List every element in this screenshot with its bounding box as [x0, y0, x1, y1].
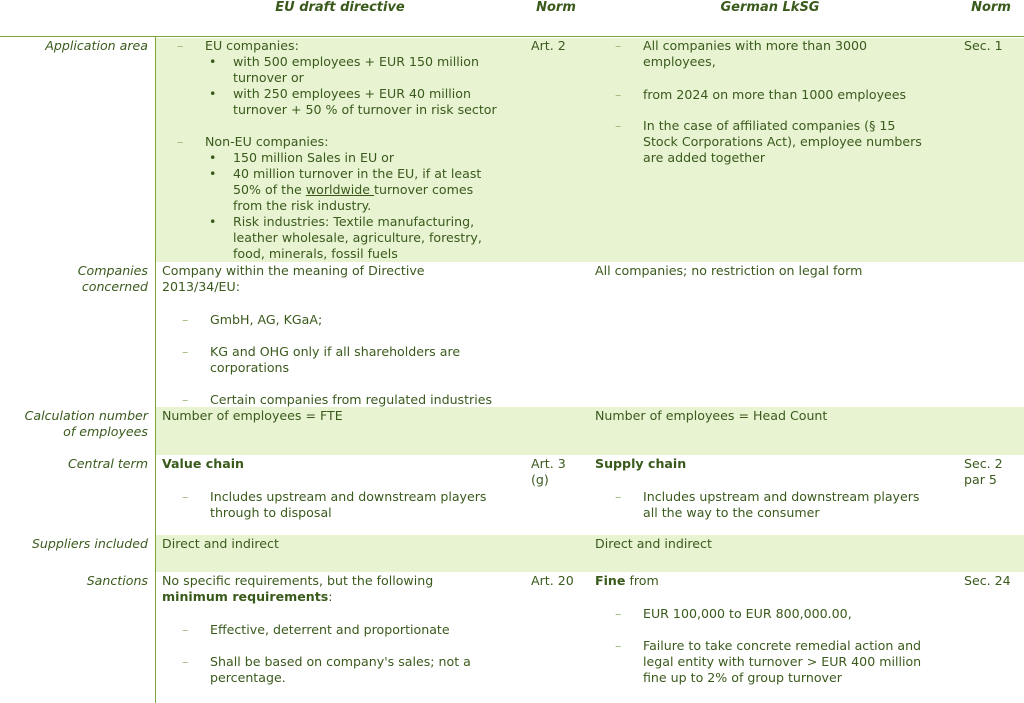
dash-item: – Effective, deterrent and proportionate	[210, 622, 450, 638]
bullet-item: • 150 million Sales in EU or	[233, 150, 394, 166]
row-companies-concerned	[0, 262, 1024, 407]
dash-continuation: employees,	[643, 54, 716, 69]
row-label: Calculation number of employees	[24, 408, 148, 439]
de-cell	[595, 573, 945, 701]
dash-item: – In the case of affiliated companies (§ 15	[643, 118, 895, 134]
bullet-item: • 40 million turnover in the EU, if at least	[233, 166, 481, 182]
de-cell: Direct and indirect	[595, 536, 712, 551]
bullet-item: • Risk industries: Textile manufacturing,	[233, 214, 474, 230]
row-suppliers	[0, 535, 1024, 572]
bullet-continuation: food, minerals, fossil fuels	[233, 246, 398, 261]
dash-continuation: fine up to 2% of group turnover	[643, 670, 842, 685]
bullet-continuation: 50% of the worldwide turnover comes	[233, 182, 474, 197]
eu-cell	[162, 263, 524, 407]
dash-continuation: are added together	[643, 150, 766, 165]
dash-item: – Non-EU companies:	[205, 134, 328, 150]
cell-title: Supply chain	[595, 456, 687, 471]
eu-cell: Number of employees = FTE	[162, 408, 343, 423]
cell-text: Fine from	[595, 573, 659, 588]
eu-norm: Art. 20	[531, 573, 574, 588]
eu-cell: Direct and indirect	[162, 536, 279, 551]
de-cell: Number of employees = Head Count	[595, 408, 828, 423]
de-norm: Sec. 1	[964, 38, 1003, 53]
row-calculation	[0, 407, 1024, 455]
dash-item: – KG and OHG only if all shareholders are	[210, 344, 460, 360]
underlined-word: worldwide	[305, 182, 375, 197]
bullet-continuation: leather wholesale, agriculture, forestry,	[233, 230, 482, 245]
eu-norm: Art. 3 (g)	[531, 456, 566, 487]
bullet-item: • with 250 employees + EUR 40 million	[233, 86, 471, 102]
dash-continuation: through to disposal	[210, 505, 332, 520]
cell-title: Value chain	[162, 456, 244, 471]
bullet-continuation: turnover + 50 % of turnover in risk sector	[233, 102, 497, 117]
dash-item: – GmbH, AG, KGaA;	[210, 312, 322, 328]
de-cell	[595, 456, 945, 534]
dash-item: – Includes upstream and downstream players	[643, 489, 919, 505]
dash-item: – Shall be based on company's sales; not a	[210, 654, 471, 670]
de-cell	[595, 38, 945, 262]
cell-text: No specific requirements, but the following	[162, 573, 434, 588]
row-label: Central term	[68, 456, 148, 471]
header-de: German LkSG	[720, 0, 820, 15]
de-cell: All companies; no restriction on legal form	[595, 263, 863, 278]
eu-cell	[162, 456, 524, 534]
dash-continuation: all the way to the consumer	[643, 505, 820, 520]
dash-item: – EU companies:	[205, 38, 299, 54]
row-central-term	[0, 455, 1024, 535]
row-label: Companies concerned	[77, 263, 148, 294]
dash-continuation: legal entity with turnover > EUR 400 million	[643, 654, 922, 669]
header-eu: EU draft directive	[275, 0, 405, 15]
bullet-continuation: from the risk industry.	[233, 198, 372, 213]
row-application-area	[0, 38, 1024, 262]
dash-item: – from 2024 on more than 1000 employees	[643, 87, 906, 103]
eu-norm: Art. 2	[531, 38, 566, 53]
cell-text: minimum requirements:	[162, 589, 333, 604]
dash-item: – Failure to take concrete remedial action and	[643, 638, 921, 654]
dash-item: – Certain companies from regulated industries	[210, 392, 492, 408]
eu-cell	[162, 38, 524, 262]
dash-continuation: corporations	[210, 360, 290, 375]
header-norm-de: Norm	[971, 0, 1011, 15]
dash-continuation: Stock Corporations Act), employee numbers	[643, 134, 922, 149]
row-label: Sanctions	[86, 573, 148, 588]
de-norm: Sec. 24	[964, 573, 1011, 588]
row-label: Application area	[45, 38, 148, 53]
bullet-item: • with 500 employees + EUR 150 million	[233, 54, 479, 70]
dash-continuation: percentage.	[210, 670, 286, 685]
cell-text: Company within the meaning of Directive	[162, 263, 425, 278]
dash-item: – Includes upstream and downstream players	[210, 489, 486, 505]
dash-item: – EUR 100,000 to EUR 800,000.00,	[643, 606, 852, 622]
cell-text: 2013/34/EU:	[162, 279, 240, 294]
eu-cell	[162, 573, 524, 701]
header-norm-eu: Norm	[536, 0, 576, 15]
bullet-continuation: turnover or	[233, 70, 304, 85]
dash-item: – All companies with more than 3000	[643, 38, 867, 54]
row-sanctions	[0, 572, 1024, 703]
header-rule	[0, 36, 1024, 37]
de-norm: Sec. 2 par 5	[964, 456, 1003, 487]
row-label: Suppliers included	[31, 536, 148, 551]
